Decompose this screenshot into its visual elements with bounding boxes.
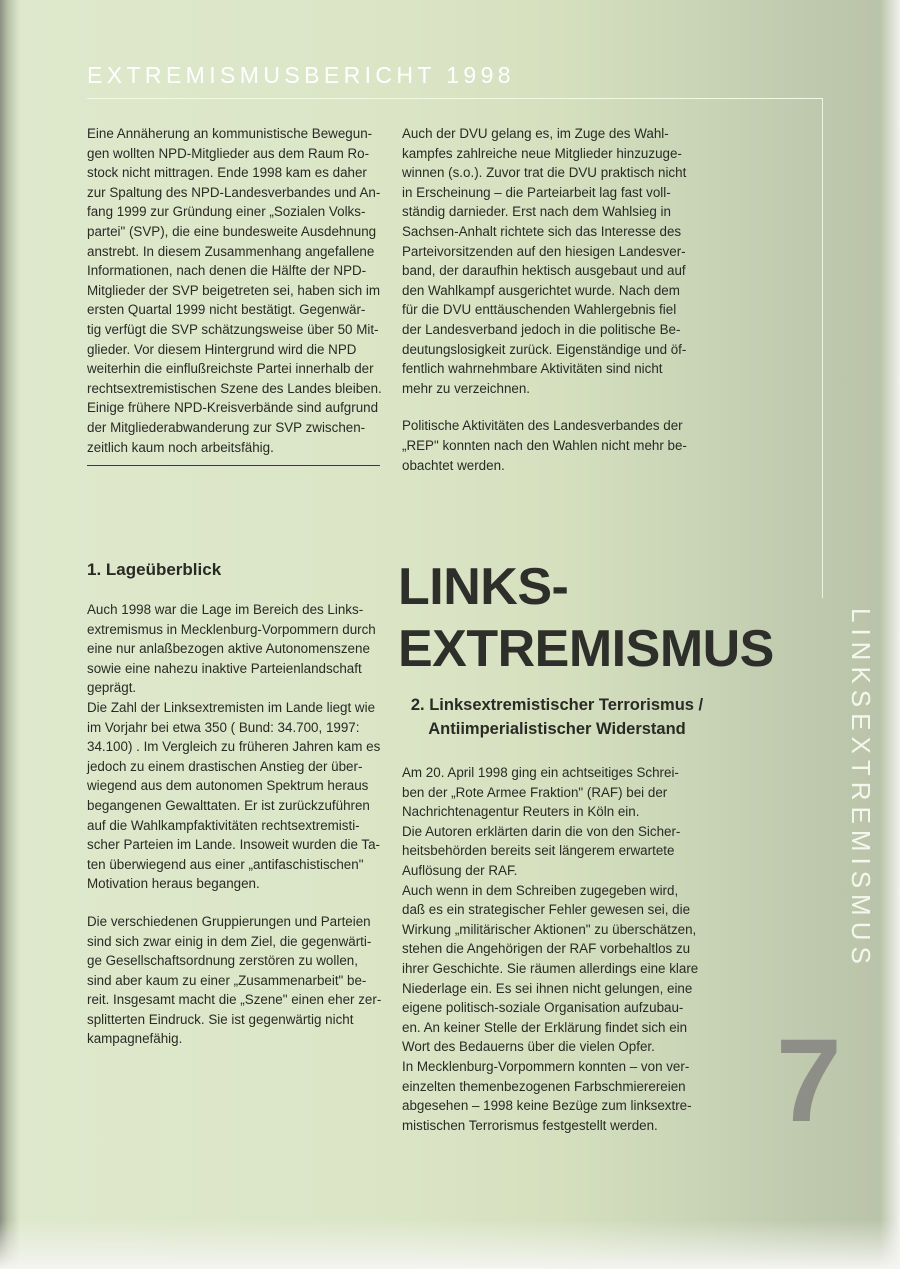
right-margin-rule bbox=[822, 98, 823, 598]
section-body-lageueberblick bbox=[87, 600, 383, 1049]
heading-line1: 2. Linksextremistischer Terrorismus / bbox=[410, 696, 704, 714]
paragraph: Auch 1998 war die Lage im Bereich des Links- extremismus in Mecklenburg-Vorpommern durch eine nur anlaßbezogen aktive Autonomenszene sowie eine nahezu inaktive Parteienlandschaft geprägt. Die Zahl der Linksextremisten im Lande liegt wie im Vorjahr bei etwa 350 ( Bund: 34.700, 1997: 34.100) . Im Vergleich zu früheren Jahren kam es jedoch zu einem drastischen Anstieg der über- wiegend aus dem autonomen Spektrum heraus begangenen Gewalttaten. Er ist zurückzuführen auf die Wahlkampfaktivitäten rechtsextremisti- scher Parteien im Lande. Insoweit wurden die Ta- ten überwiegend aus einer „antifaschistischen" Motivation heraus begangen. bbox=[87, 602, 381, 892]
chapter-title-line1: LINKS- bbox=[398, 558, 569, 616]
left-column-top-text bbox=[87, 124, 383, 457]
paragraph: Die verschiedenen Gruppierungen und Parteien sind sich zwar einig in dem Ziel, die gegenwärti- ge Gesellschaftsordnung zerstören zu wollen, sind aber kaum zu einer „Zusammenarbeit" be- reit. Insgesamt macht die „Szene" einen eher zer- splitterten Eindruck. Sie ist gegenwärtig nicht kampagnefähig. bbox=[87, 913, 382, 1047]
paragraph: Politische Aktivitäten des Landesverbandes der „REP" konnten nach den Wahlen nicht mehr be- obachtet werden. bbox=[402, 418, 687, 473]
heading-line2: Antiimperialistischer Widerstand bbox=[428, 720, 686, 738]
running-header: EXTREMISMUSBERICHT 1998 bbox=[87, 62, 515, 88]
section-heading-terrorismus bbox=[402, 693, 712, 741]
section-heading-lageueberblick: 1. Lageüberblick bbox=[87, 560, 222, 579]
chapter-title bbox=[398, 556, 774, 680]
chapter-title-line2: EXTREMISMUS bbox=[398, 620, 774, 678]
paragraph: Am 20. April 1998 ging ein achtseitiges Schrei- ben der „Rote Armee Fraktion" (RAF) bei der Nachrichtenagentur Reuters in Köln ein. Die Autoren erklärten darin die von den Sicher- heitsbehörden bereits seit längerem erwartete Auflösung der RAF. Auch wenn in dem Schreiben zugegeben wird, daß es ein strategischer Fehler gewesen sei, die Wirkung „militärischer Aktionen" zu überschätzen, stehen die Angehörigen der RAF vorbehaltlos zu ihrer Geschichte. Sie räumen allerdings eine klare Niederlage ein. Es sei ihnen nicht gelungen, eine eigene politisch-soziale Organisation aufzubau- en. An keiner Stelle der Erklärung findet sich ein Wort des Bedauerns über die vielen Opfer. In Mecklenburg-Vorpommern konnten – von ver- einzelten themenbezogenen Farbschmierereien abgesehen – 1998 keine Bezüge zum linksextre- mistischen Terrorismus festgestellt werden. bbox=[402, 765, 699, 1133]
chapter-side-label: LINKSEXTREMISMUS bbox=[846, 608, 876, 970]
page-edge-bottom bbox=[0, 1220, 900, 1269]
page-edge-right bbox=[880, 0, 900, 1269]
header-rule bbox=[87, 98, 822, 99]
paragraph: Eine Annäherung an kommunistische Bewegun- gen wollten NPD-Mitglieder aus dem Raum Ro- stock nicht mittragen. Ende 1998 kam es daher zur Spaltung des NPD-Landesverbandes und An- fang 1999 zur Gründung einer „Sozialen Volks- partei" (SVP), die eine bundesweite Ausdehnung anstrebt. In diesem Zusammenhang angefallene Informationen, nach denen die Hälfte der NPD- Mitglieder der SVP beigetreten sei, haben sich im ersten Quartal 1999 nicht bestätigt. Gegenwär- tig verfügt die SVP schätzungsweise über 50 Mit- glieder. Vor diesem Hintergrund wird die NPD weiterhin die einflußreichste Partei innerhalb der rechtsextremistischen Szene des Landes bleiben. Einige frühere NPD-Kreisverbände sind aufgrund der Mitgliederabwanderung zur SVP zwischen- zeitlich kaum noch arbeitsfähig. bbox=[87, 126, 382, 455]
column-divider-line bbox=[87, 465, 380, 466]
right-column-top-text bbox=[402, 124, 704, 475]
section-body-terrorismus bbox=[402, 763, 704, 1135]
page-number: 7 bbox=[776, 1015, 842, 1147]
paragraph: Auch der DVU gelang es, im Zuge des Wahl- kampfes zahlreiche neue Mitglieder hinzuzuge- winnen (s.o.). Zuvor trat die DVU praktisch nicht in Erscheinung – die Parteiarbeit lag fast voll- ständig darnieder. Erst nach dem Wahlsieg in Sachsen-Anhalt richtete sich das Interesse des Parteivorsitzenden auf den hiesigen Landesver- band, der daraufhin hektisch ausgebaut und auf den Wahlkampf ausgerichtet wurde. Nach dem für die DVU enttäuschenden Wahlergebnis fiel der Landesverband jedoch in die politische Be- deutungslosigkeit zurück. Eigenständige und öf- fentlich wahrnehmbare Aktivitäten sind nicht mehr zu verzeichnen. bbox=[402, 126, 687, 396]
